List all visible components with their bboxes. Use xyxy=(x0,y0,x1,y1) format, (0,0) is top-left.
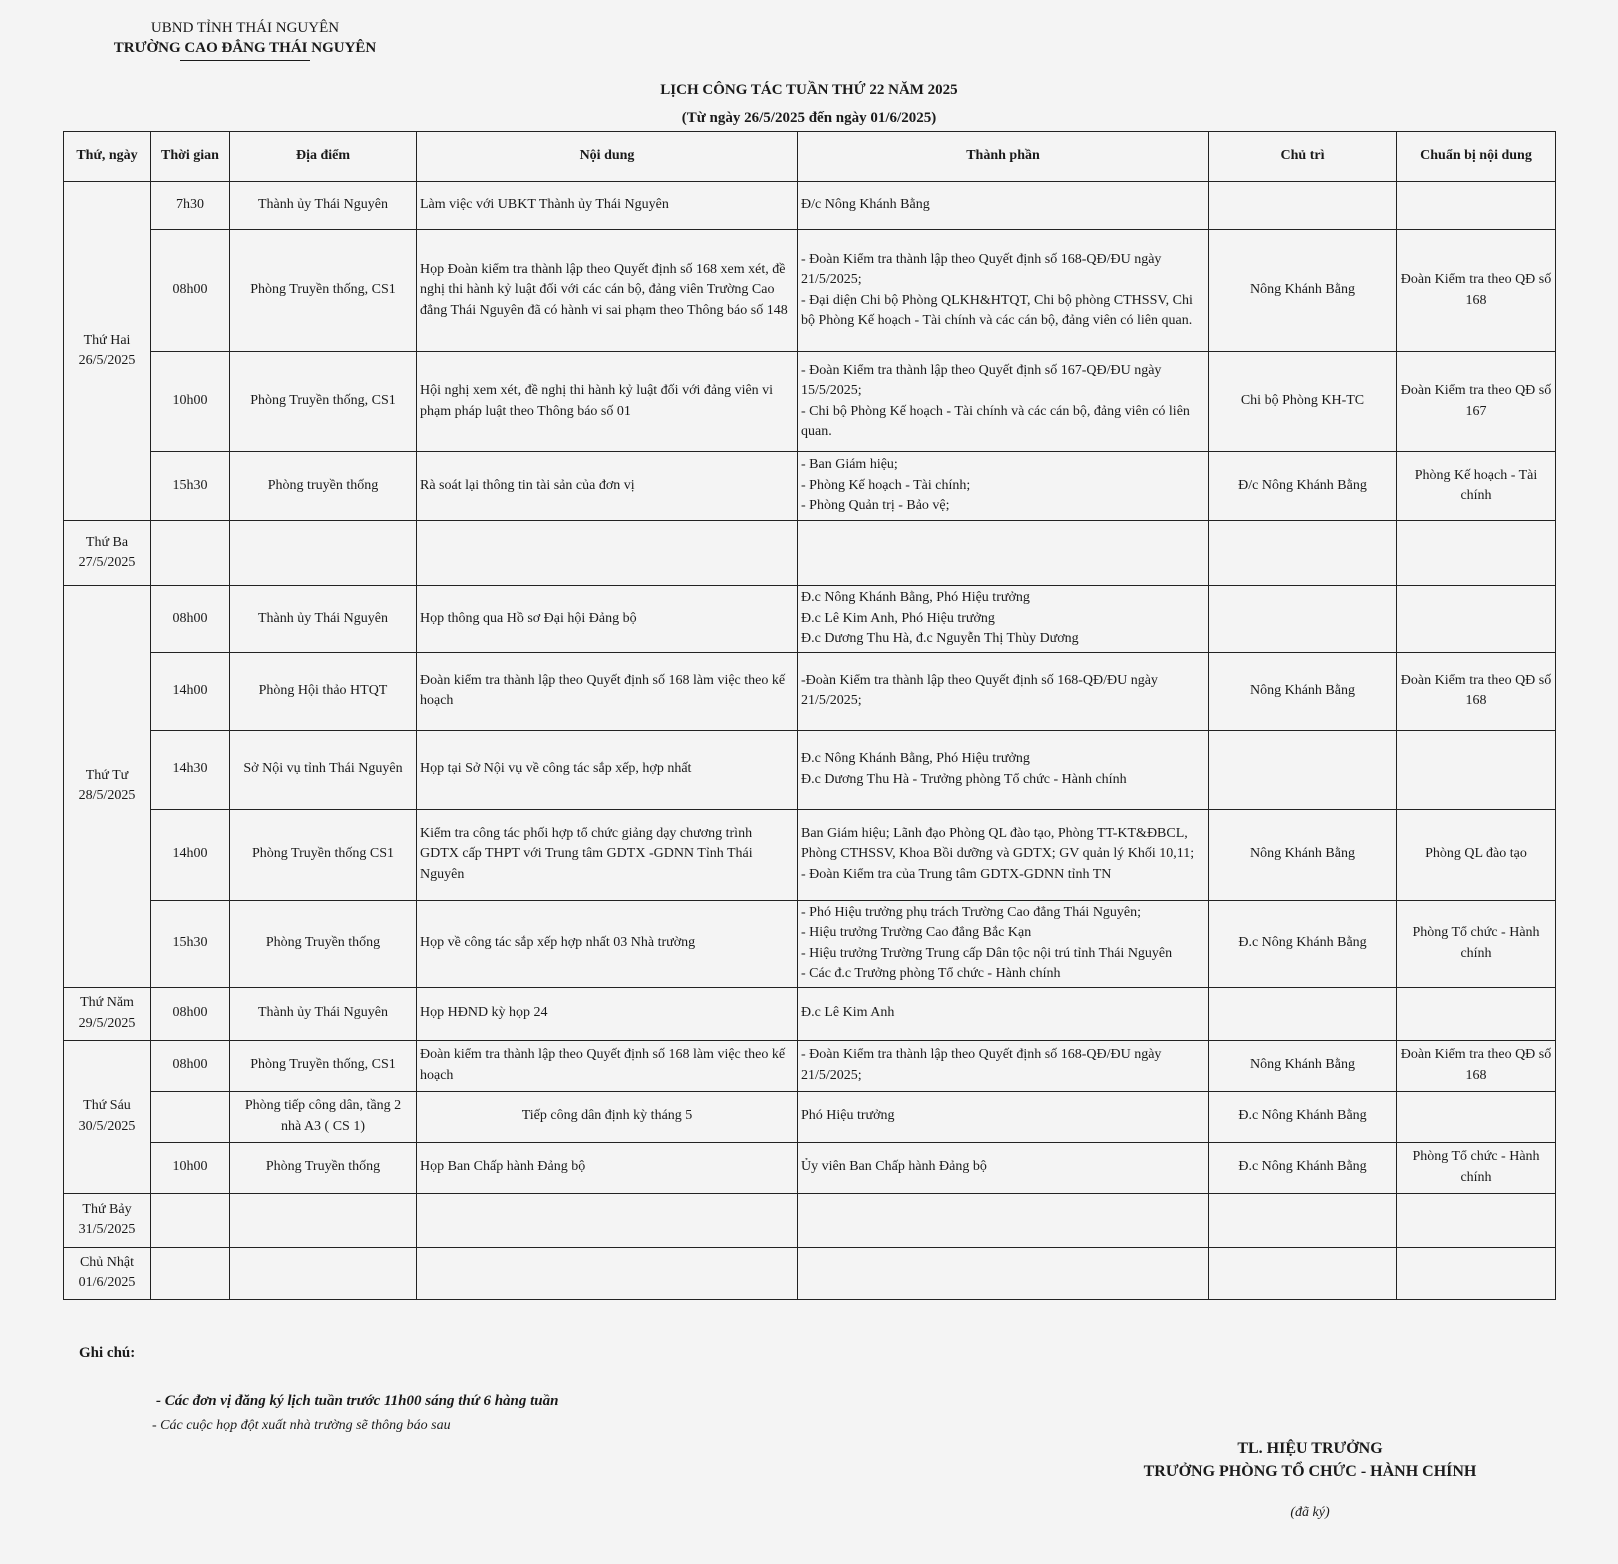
prep-cell: Phòng QL đào tạo xyxy=(1397,809,1556,900)
members-cell xyxy=(798,1193,1209,1247)
prep-cell xyxy=(1397,182,1556,230)
signature-signed: (đã ký) xyxy=(1290,1505,1330,1520)
chair-cell: Đ/c Nông Khánh Bằng xyxy=(1209,452,1397,521)
members-cell: - Phó Hiệu trưởng phụ trách Trường Cao đẳng Thái Nguyên; - Hiệu trưởng Trường Cao đẳng Bắc Kạn - Hiệu trưởng Trường Trung cấp Dân tộc nội trú tỉnh Thái Nguyên - Các đ.c Trưởng phòng Tổ chức - Hành chính xyxy=(798,900,1209,987)
content-cell xyxy=(417,1247,798,1299)
table-row xyxy=(64,352,1556,452)
members-cell xyxy=(798,1247,1209,1299)
content-cell: Họp Ban Chấp hành Đảng bộ xyxy=(417,1142,798,1193)
time-cell: 14h30 xyxy=(151,730,230,809)
content-cell: Đoàn kiểm tra thành lập theo Quyết định số 168 làm việc theo kế hoạch xyxy=(417,652,798,730)
col-header-chair: Chủ trì xyxy=(1209,132,1397,182)
day-cell: Thứ Tư 28/5/2025 xyxy=(64,586,151,988)
day-cell: Chủ Nhật 01/6/2025 xyxy=(64,1247,151,1299)
chair-cell: Nông Khánh Bằng xyxy=(1209,230,1397,352)
col-header-prep: Chuẩn bị nội dung xyxy=(1397,132,1556,182)
prep-cell xyxy=(1397,730,1556,809)
content-cell: Họp Đoàn kiểm tra thành lập theo Quyết định số 168 xem xét, đề nghị thi hành kỷ luật đối với các cán bộ, đảng viên Trường Cao đẳng Thái Nguyên đã có hành vi sai phạm theo Thông báo số 148 xyxy=(417,230,798,352)
members-cell: Ban Giám hiệu; Lãnh đạo Phòng QL đào tạo, Phòng TT-KT&ĐBCL, Phòng CTHSSV, Khoa Bồi dưỡng và GDTX; GV quản lý Khối 10,11; - Đoàn Kiểm tra của Trung tâm GDTX-GDNN tỉnh TN xyxy=(798,809,1209,900)
chair-cell xyxy=(1209,521,1397,586)
place-cell: Sở Nội vụ tỉnh Thái Nguyên xyxy=(230,730,417,809)
members-cell: - Đoàn Kiểm tra thành lập theo Quyết định số 168-QĐ/ĐU ngày 21/5/2025; - Đại diện Chi bộ Phòng QLKH&HTQT, Chi bộ phòng CTHSSV, Chi bộ Phòng Kế hoạch - Tài chính và các cán bộ, đảng viên có liên quan. xyxy=(798,230,1209,352)
table-row xyxy=(64,586,1556,653)
members-cell: -Đoàn Kiểm tra thành lập theo Quyết định số 168-QĐ/ĐU ngày 21/5/2025; xyxy=(798,652,1209,730)
prep-cell xyxy=(1397,1193,1556,1247)
time-cell: 10h00 xyxy=(151,352,230,452)
chair-cell: Nông Khánh Bằng xyxy=(1209,809,1397,900)
col-header-place: Địa điểm xyxy=(230,132,417,182)
time-cell: 14h00 xyxy=(151,809,230,900)
place-cell: Phòng Hội thảo HTQT xyxy=(230,652,417,730)
table-row xyxy=(64,452,1556,521)
prep-cell: Đoàn Kiểm tra theo QĐ số 168 xyxy=(1397,230,1556,352)
signature-title: TL. HIỆU TRƯỞNG xyxy=(1237,1440,1383,1457)
prep-cell xyxy=(1397,521,1556,586)
table-row xyxy=(64,809,1556,900)
content-cell xyxy=(417,1193,798,1247)
table-row xyxy=(64,182,1556,230)
chair-cell: Nông Khánh Bằng xyxy=(1209,652,1397,730)
schedule-body xyxy=(64,182,1556,1300)
chair-cell xyxy=(1209,730,1397,809)
time-cell xyxy=(151,1091,230,1142)
day-cell: Thứ Năm 29/5/2025 xyxy=(64,987,151,1040)
prep-cell: Phòng Kế hoạch - Tài chính xyxy=(1397,452,1556,521)
prep-cell: Phòng Tổ chức - Hành chính xyxy=(1397,1142,1556,1193)
time-cell: 15h30 xyxy=(151,452,230,521)
members-cell: Ủy viên Ban Chấp hành Đảng bộ xyxy=(798,1142,1209,1193)
chair-cell xyxy=(1209,987,1397,1040)
place-cell: Phòng Truyền thống xyxy=(230,1142,417,1193)
place-cell: Phòng Truyền thống, CS1 xyxy=(230,352,417,452)
table-row xyxy=(64,1040,1556,1091)
members-cell: Đ/c Nông Khánh Bằng xyxy=(798,182,1209,230)
school-name: TRƯỜNG CAO ĐẲNG THÁI NGUYÊN xyxy=(113,40,377,56)
signature-position: TRƯỞNG PHÒNG TỔ CHỨC - HÀNH CHÍNH xyxy=(1143,1463,1477,1480)
time-cell: 10h00 xyxy=(151,1142,230,1193)
place-cell xyxy=(230,1247,417,1299)
prep-cell: Đoàn Kiểm tra theo QĐ số 168 xyxy=(1397,652,1556,730)
schedule-date-range: (Từ ngày 26/5/2025 đến ngày 01/6/2025) xyxy=(681,110,937,126)
place-cell: Phòng Truyền thống, CS1 xyxy=(230,1040,417,1091)
chair-cell: Chi bộ Phòng KH-TC xyxy=(1209,352,1397,452)
time-cell: 08h00 xyxy=(151,230,230,352)
header-underline xyxy=(180,60,310,61)
time-cell: 7h30 xyxy=(151,182,230,230)
table-row xyxy=(64,1142,1556,1193)
content-cell: Hội nghị xem xét, đề nghị thi hành kỷ luật đối với đảng viên vi phạm pháp luật theo Thông báo số 01 xyxy=(417,352,798,452)
prep-cell xyxy=(1397,1091,1556,1142)
prep-cell xyxy=(1397,1247,1556,1299)
org-header xyxy=(95,18,395,61)
table-row xyxy=(64,1247,1556,1299)
prep-cell: Đoàn Kiểm tra theo QĐ số 168 xyxy=(1397,1040,1556,1091)
place-cell xyxy=(230,1193,417,1247)
chair-cell: Nông Khánh Bằng xyxy=(1209,1040,1397,1091)
time-cell xyxy=(151,1193,230,1247)
chair-cell xyxy=(1209,182,1397,230)
place-cell: Thành ủy Thái Nguyên xyxy=(230,987,417,1040)
note-line-2: - Các cuộc họp đột xuất nhà trường sẽ thông báo sau xyxy=(152,1418,451,1433)
members-cell: Đ.c Nông Khánh Bằng, Phó Hiệu trưởng Đ.c Dương Thu Hà - Trưởng phòng Tổ chức - Hành chính xyxy=(798,730,1209,809)
members-cell xyxy=(798,521,1209,586)
content-cell: Rà soát lại thông tin tài sản của đơn vị xyxy=(417,452,798,521)
members-cell: - Đoàn Kiểm tra thành lập theo Quyết định số 167-QĐ/ĐU ngày 15/5/2025; - Chi bộ Phòng Kế hoạch - Tài chính và các cán bộ, đảng viên có liên quan. xyxy=(798,352,1209,452)
schedule-title-block xyxy=(0,76,1618,132)
place-cell: Phòng Truyền thống, CS1 xyxy=(230,230,417,352)
chair-cell: Đ.c Nông Khánh Bằng xyxy=(1209,900,1397,987)
members-cell: Đ.c Lê Kim Anh xyxy=(798,987,1209,1040)
chair-cell: Đ.c Nông Khánh Bằng xyxy=(1209,1142,1397,1193)
members-cell: - Ban Giám hiệu; - Phòng Kế hoạch - Tài chính; - Phòng Quản trị - Bảo vệ; xyxy=(798,452,1209,521)
time-cell: 14h00 xyxy=(151,652,230,730)
day-cell: Thứ Ba 27/5/2025 xyxy=(64,521,151,586)
table-row xyxy=(64,652,1556,730)
place-cell: Phòng tiếp công dân, tầng 2 nhà A3 ( CS 1) xyxy=(230,1091,417,1142)
chair-cell xyxy=(1209,1247,1397,1299)
chair-cell xyxy=(1209,1193,1397,1247)
day-cell: Thứ Bảy 31/5/2025 xyxy=(64,1193,151,1247)
day-cell: Thứ Sáu 30/5/2025 xyxy=(64,1040,151,1193)
chair-cell: Đ.c Nông Khánh Bằng xyxy=(1209,1091,1397,1142)
content-cell: Tiếp công dân định kỳ tháng 5 xyxy=(417,1091,798,1142)
place-cell: Thành ủy Thái Nguyên xyxy=(230,182,417,230)
day-cell: Thứ Hai 26/5/2025 xyxy=(64,182,151,521)
time-cell: 08h00 xyxy=(151,1040,230,1091)
place-cell: Phòng Truyền thống CS1 xyxy=(230,809,417,900)
table-row xyxy=(64,1193,1556,1247)
table-header-row xyxy=(64,132,1556,182)
content-cell: Họp về công tác sắp xếp hợp nhất 03 Nhà trường xyxy=(417,900,798,987)
table-row xyxy=(64,987,1556,1040)
schedule-table xyxy=(63,131,1556,1300)
prep-cell xyxy=(1397,586,1556,653)
table-row xyxy=(64,1091,1556,1142)
table-row xyxy=(64,230,1556,352)
table-row xyxy=(64,730,1556,809)
time-cell xyxy=(151,1247,230,1299)
content-cell: Đoàn kiểm tra thành lập theo Quyết định số 168 làm việc theo kế hoạch xyxy=(417,1040,798,1091)
members-cell: Đ.c Nông Khánh Bằng, Phó Hiệu trưởng Đ.c Lê Kim Anh, Phó Hiệu trưởng Đ.c Dương Thu Hà, đ.c Nguyễn Thị Thùy Dương xyxy=(798,586,1209,653)
col-header-time: Thời gian xyxy=(151,132,230,182)
members-cell: - Đoàn Kiểm tra thành lập theo Quyết định số 168-QĐ/ĐU ngày 21/5/2025; xyxy=(798,1040,1209,1091)
content-cell: Kiểm tra công tác phối hợp tổ chức giảng dạy chương trình GDTX cấp THPT với Trung tâm GDTX -GDNN Tỉnh Thái Nguyên xyxy=(417,809,798,900)
members-cell: Phó Hiệu trưởng xyxy=(798,1091,1209,1142)
time-cell: 08h00 xyxy=(151,987,230,1040)
place-cell: Phòng truyền thống xyxy=(230,452,417,521)
prep-cell: Đoàn Kiểm tra theo QĐ số 167 xyxy=(1397,352,1556,452)
time-cell xyxy=(151,521,230,586)
prep-cell: Phòng Tổ chức - Hành chính xyxy=(1397,900,1556,987)
time-cell: 15h30 xyxy=(151,900,230,987)
place-cell: Phòng Truyền thống xyxy=(230,900,417,987)
note-line-1: - Các đơn vị đăng ký lịch tuần trước 11h00 sáng thứ 6 hàng tuần xyxy=(156,1393,559,1409)
table-row xyxy=(64,900,1556,987)
time-cell: 08h00 xyxy=(151,586,230,653)
content-cell: Họp tại Sở Nội vụ về công tác sắp xếp, hợp nhất xyxy=(417,730,798,809)
col-header-members: Thành phần xyxy=(798,132,1209,182)
table-row xyxy=(64,521,1556,586)
chair-cell xyxy=(1209,586,1397,653)
place-cell xyxy=(230,521,417,586)
prep-cell xyxy=(1397,987,1556,1040)
content-cell: Họp HĐND kỳ họp 24 xyxy=(417,987,798,1040)
notes-label: Ghi chú: xyxy=(79,1345,136,1361)
content-cell: Làm việc với UBKT Thành ủy Thái Nguyên xyxy=(417,182,798,230)
col-header-content: Nội dung xyxy=(417,132,798,182)
content-cell xyxy=(417,521,798,586)
schedule-title: LỊCH CÔNG TÁC TUẦN THỨ 22 NĂM 2025 xyxy=(660,82,958,98)
content-cell: Họp thông qua Hồ sơ Đại hội Đảng bộ xyxy=(417,586,798,653)
place-cell: Thành ủy Thái Nguyên xyxy=(230,586,417,653)
col-header-day: Thứ, ngày xyxy=(64,132,151,182)
agency-name: UBND TỈNH THÁI NGUYÊN xyxy=(150,20,340,36)
